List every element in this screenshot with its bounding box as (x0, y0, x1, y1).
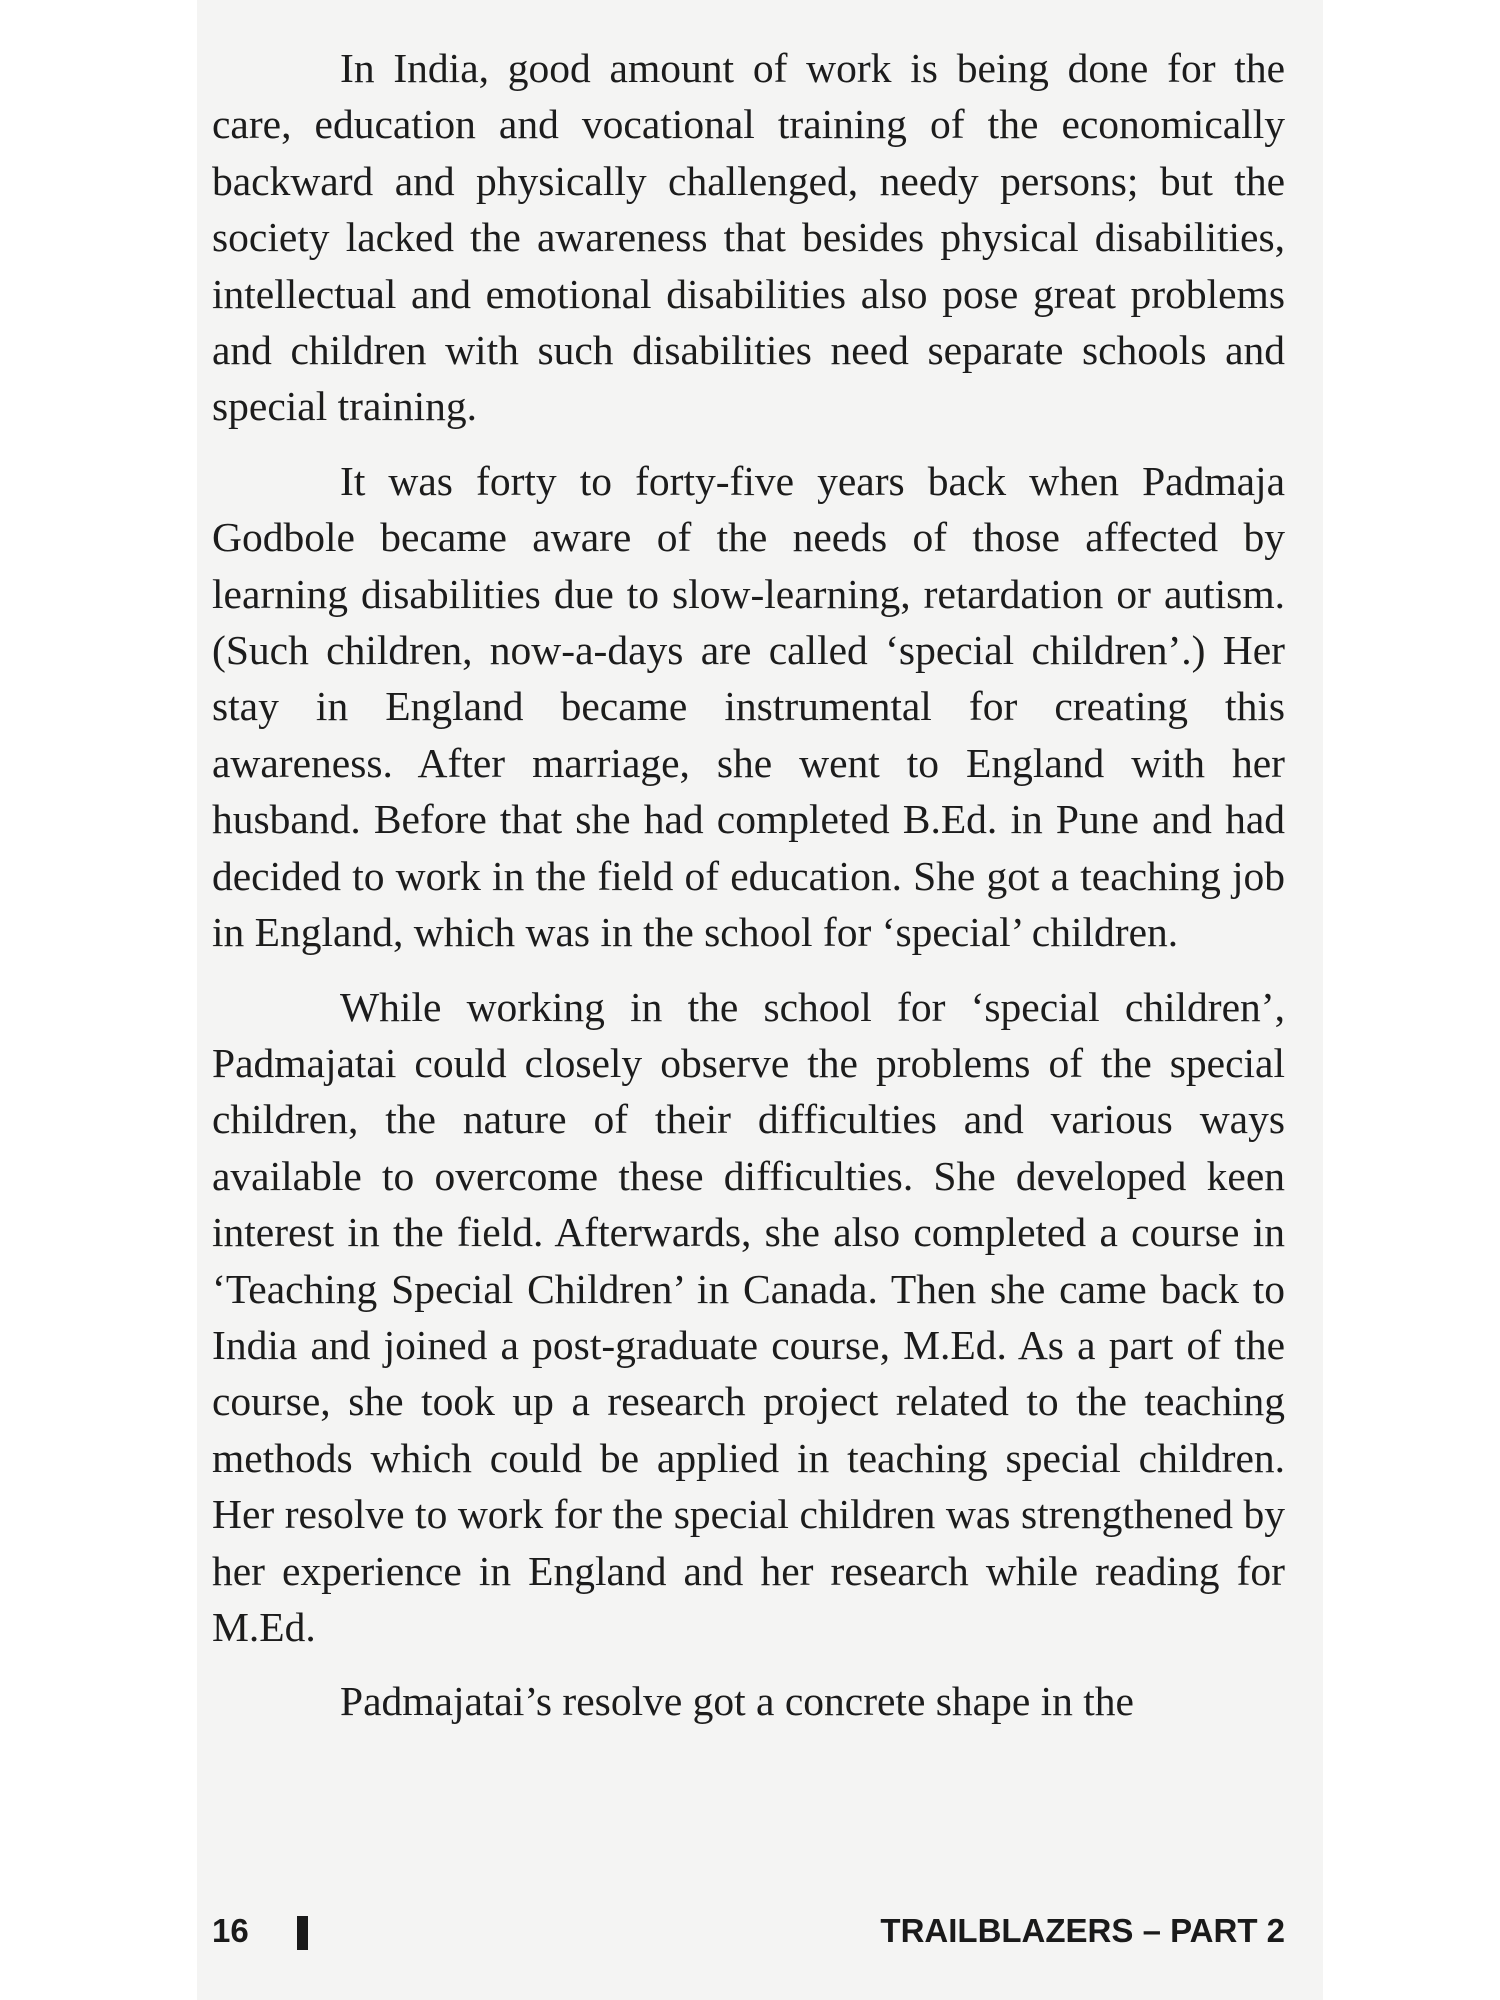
paragraph-3: While working in the school for ‘special children’, Padmajatai could closely observe the problems of the special children, the nature of their difficulties and various ways available to overcome these difficulties. She developed keen interest in the field. Afterwards, she also completed a course in ‘Teaching Special Children’ in Canada. Then she came back to India and joined a post-graduate course, M.Ed. As a part of the course, she took up a research project related to the teaching methods which could be applied in teaching special children. Her resolve to work for the special children was strengthened by her experience in England and her research while reading for M.Ed. (212, 983, 1285, 1650)
body-text (212, 40, 1285, 1748)
page-number: 16 (212, 1912, 249, 1949)
paragraph-2: It was forty to forty-five years back when Padmaja Godbole became aware of the needs of those affected by learning disabilities due to slow-learning, retardation or autism. (Such children, now-a-days are called ‘special children’.) Her stay in England became instrumental for creating this awareness. After marriage, she went to England with her husband. Before that she had completed B.Ed. in Pune and had decided to work in the field of education. She got a teaching job in England, which was in the school for ‘special’ children. (212, 457, 1285, 956)
page-number-bar (297, 1916, 308, 1950)
paragraph-1: In India, good amount of work is being done for the care, education and vocational training of the economically backward and physically challenged, needy persons; but the society lacked the awareness that besides physical disabilities, intellectual and emotional disabilities also pose great problems and children with such disabilities need separate schools and special training. (212, 45, 1285, 430)
paragraph-4: Padmajatai’s resolve got a concrete shape in the (340, 1678, 1134, 1725)
page-footer (212, 1912, 1285, 1962)
running-title: TRAILBLAZERS – PART 2 (880, 1912, 1285, 1949)
